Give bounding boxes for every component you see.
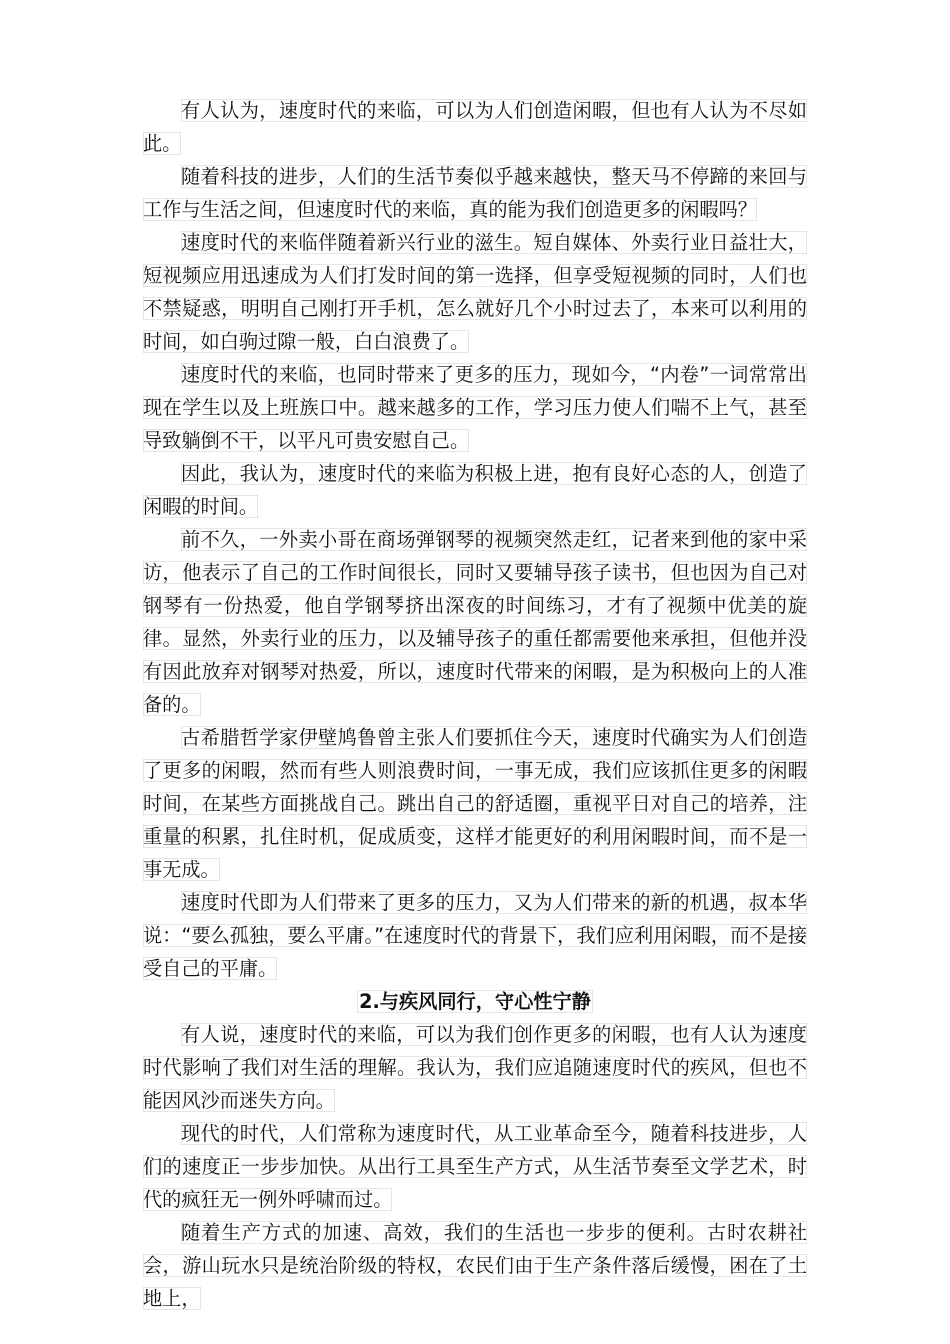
paragraph (143, 94, 807, 160)
paragraph (143, 886, 807, 985)
paragraph (143, 457, 807, 523)
section-heading-text: 2.与疾风同行，守心性宁静 (359, 990, 591, 1013)
paragraph (143, 160, 807, 226)
paragraph-text: 速度时代的来临，也同时带来了更多的压力，现如今，“内卷”一词常常出现在学生以及上班族口中。越来越多的工作，学习压力使人们喘不上气，甚至导致躺倒不干，以平凡可贵安慰自己。 (143, 363, 807, 452)
document-body (143, 94, 807, 1315)
paragraph-text: 速度时代即为人们带来了更多的压力，又为人们带来的新的机遇，叔本华说：“要么孤独，要么平庸。”在速度时代的背景下，我们应利用闲暇，而不是接受自己的平庸。 (143, 891, 807, 980)
paragraph-text: 因此，我认为，速度时代的来临为积极上进，抱有良好心态的人，创造了闲暇的时间。 (143, 462, 807, 518)
paragraph-text: 有人认为，速度时代的来临，可以为人们创造闲暇，但也有人认为不尽如此。 (143, 99, 807, 155)
paragraph-text: 随着生产方式的加速、高效，我们的生活也一步步的便利。古时农耕社会，游山玩水只是统治阶级的特权，农民们由于生产条件落后缓慢，困在了土地上， (143, 1221, 807, 1310)
paragraph-text: 现代的时代，人们常称为速度时代，从工业革命至今，随着科技进步，人们的速度正一步步加快。从出行工具至生产方式，从生活节奏至文学艺术，时代的疯狂无一例外呼啸而过。 (143, 1122, 807, 1211)
paragraph-text: 速度时代的来临伴随着新兴行业的滋生。短自媒体、外卖行业日益壮大，短视频应用迅速成为人们打发时间的第一选择，但享受短视频的同时，人们也不禁疑惑，明明自己刚打开手机，怎么就好几个小时过去了，本来可以利用的时间，如白驹过隙一般，白白浪费了。 (143, 231, 807, 353)
section-heading (143, 985, 807, 1018)
paragraph-text: 有人说，速度时代的来临，可以为我们创作更多的闲暇，也有人认为速度时代影响了我们对生活的理解。我认为，我们应追随速度时代的疾风，但也不能因风沙而迷失方向。 (143, 1023, 807, 1112)
paragraph (143, 1216, 807, 1315)
paragraph (143, 1117, 807, 1216)
paragraph (143, 523, 807, 721)
paragraph (143, 358, 807, 457)
paragraph-text: 古希腊哲学家伊壁鸠鲁曾主张人们要抓住今天，速度时代确实为人们创造了更多的闲暇，然而有些人则浪费时间，一事无成，我们应该抓住更多的闲暇时间，在某些方面挑战自己。跳出自己的舒适圈，重视平日对自己的培养，注重量的积累，扎住时机，促成质变，这样才能更好的利用闲暇时间，而不是一事无成。 (143, 726, 807, 881)
paragraph (143, 721, 807, 886)
paragraph-text: 前不久，一外卖小哥在商场弹钢琴的视频突然走红，记者来到他的家中采访，他表示了自己的工作时间很长，同时又要辅导孩子读书，但也因为自己对钢琴有一份热爱，他自学钢琴挤出深夜的时间练习，才有了视频中优美的旋律。显然，外卖行业的压力，以及辅导孩子的重任都需要他来承担，但他并没有因此放弃对钢琴对热爱，所以，速度时代带来的闲暇，是为积极向上的人准备的。 (143, 528, 807, 716)
paragraph-text: 随着科技的进步，人们的生活节奏似乎越来越快，整天马不停蹄的来回与工作与生活之间，但速度时代的来临，真的能为我们创造更多的闲暇吗？ (143, 165, 807, 221)
paragraph (143, 226, 807, 358)
paragraph (143, 1018, 807, 1117)
